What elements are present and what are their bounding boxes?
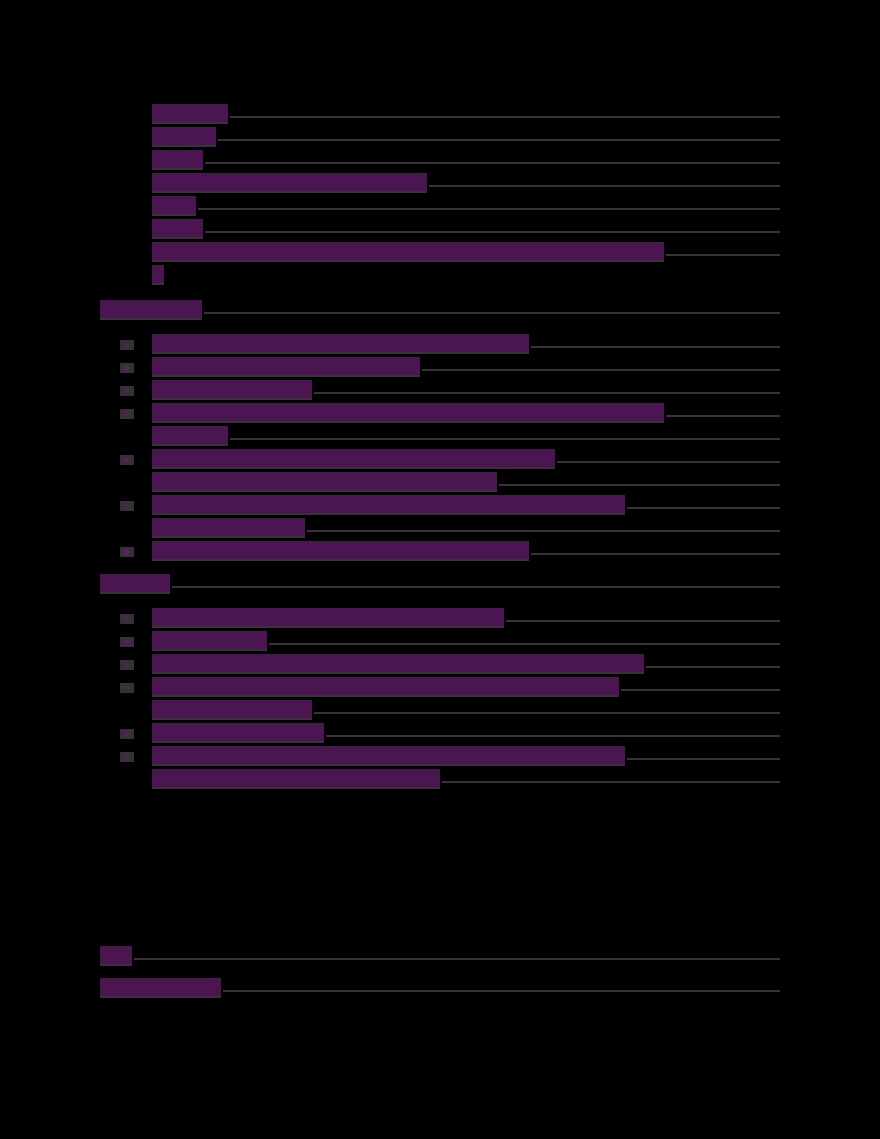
- rule-line: [134, 958, 780, 960]
- list-item: [152, 449, 555, 469]
- list-item: [152, 219, 203, 239]
- list-item: [152, 769, 440, 789]
- rule-line: [204, 312, 780, 314]
- list-item-text: [152, 196, 196, 216]
- rule-line: [205, 162, 780, 164]
- list-item-text: [152, 449, 555, 469]
- list-item: [152, 150, 203, 170]
- rule-line: [198, 208, 780, 210]
- rule-line: [230, 116, 780, 118]
- list-item-text: [152, 700, 312, 720]
- footer-heading: [100, 946, 132, 966]
- list-item: [152, 495, 625, 515]
- footer-line-text: [100, 978, 221, 998]
- list-item-text: [152, 265, 164, 285]
- section-heading: [100, 574, 170, 594]
- list-item-text: [152, 631, 267, 651]
- triangle-down-bullet-icon: [120, 409, 134, 419]
- section-heading: [100, 300, 202, 320]
- dash-bullet-icon: [120, 455, 134, 465]
- circle-bullet-icon: [120, 729, 134, 739]
- list-item: [152, 631, 267, 651]
- dash-bullet-icon: [120, 614, 134, 624]
- list-item-text: [152, 677, 619, 697]
- list-item: [152, 334, 529, 354]
- rule-line: [506, 620, 780, 622]
- list-item-text: [152, 357, 420, 377]
- rule-line: [531, 553, 780, 555]
- list-item: [152, 265, 164, 285]
- rule-line: [499, 484, 780, 486]
- rule-line: [646, 666, 780, 668]
- rule-line: [627, 758, 780, 760]
- list-item-text: [152, 127, 216, 147]
- rule-line: [326, 735, 780, 737]
- list-item: [152, 677, 619, 697]
- list-item-text: [152, 150, 203, 170]
- list-item-text: [152, 608, 504, 628]
- list-item: [152, 426, 228, 446]
- list-item-text: [152, 403, 664, 423]
- rule-line: [666, 415, 780, 417]
- list-item: [152, 173, 427, 193]
- rule-line: [627, 507, 780, 509]
- rule-line: [269, 643, 780, 645]
- list-item-text: [152, 769, 440, 789]
- list-item-text: [152, 334, 529, 354]
- dash-bullet-icon: [120, 637, 134, 647]
- rule-line: [307, 530, 780, 532]
- rule-line: [314, 712, 780, 714]
- list-item-text: [152, 746, 625, 766]
- list-item: [152, 196, 196, 216]
- triangle-down-bullet-icon: [120, 386, 134, 396]
- list-item: [152, 746, 625, 766]
- triangle-up-bullet-icon: [120, 501, 134, 511]
- list-item-text: [152, 173, 427, 193]
- list-item: [152, 608, 504, 628]
- list-item-text: [152, 426, 228, 446]
- list-item: [152, 242, 664, 262]
- rule-line: [531, 346, 780, 348]
- rule-line: [314, 392, 780, 394]
- rule-line: [172, 586, 780, 588]
- rule-line: [218, 139, 780, 141]
- section-heading-text: [100, 300, 202, 320]
- rule-line: [557, 461, 780, 463]
- list-item: [152, 541, 529, 561]
- triangle-up-bullet-icon: [120, 340, 134, 350]
- list-item: [152, 518, 305, 538]
- circle-bullet-icon: [120, 363, 134, 373]
- list-item-text: [152, 495, 625, 515]
- list-item-text: [152, 654, 644, 674]
- list-item: [152, 700, 312, 720]
- list-item: [152, 654, 644, 674]
- rule-line: [621, 689, 780, 691]
- list-item: [152, 472, 497, 492]
- footer-heading-text: [100, 946, 132, 966]
- list-item-text: [152, 380, 312, 400]
- list-item: [152, 403, 664, 423]
- list-item-text: [152, 104, 228, 124]
- section-heading-text: [100, 574, 170, 594]
- rule-line: [230, 438, 780, 440]
- rule-line: [205, 231, 780, 233]
- rule-line: [666, 254, 780, 256]
- rule-line: [442, 781, 780, 783]
- list-item-text: [152, 541, 529, 561]
- rule-line: [422, 369, 780, 371]
- dash-bullet-icon: [120, 683, 134, 693]
- circle-bullet-icon: [120, 547, 134, 557]
- list-item-text: [152, 723, 324, 743]
- list-item-text: [152, 242, 664, 262]
- list-item-text: [152, 518, 305, 538]
- list-item-text: [152, 472, 497, 492]
- list-item: [152, 380, 312, 400]
- list-item: [152, 723, 324, 743]
- list-item: [152, 104, 228, 124]
- rule-line: [429, 185, 780, 187]
- footer-line: [100, 978, 221, 998]
- triangle-down-bullet-icon: [120, 752, 134, 762]
- triangle-up-bullet-icon: [120, 660, 134, 670]
- list-item: [152, 357, 420, 377]
- list-item-text: [152, 219, 203, 239]
- rule-line: [223, 990, 780, 992]
- list-item: [152, 127, 216, 147]
